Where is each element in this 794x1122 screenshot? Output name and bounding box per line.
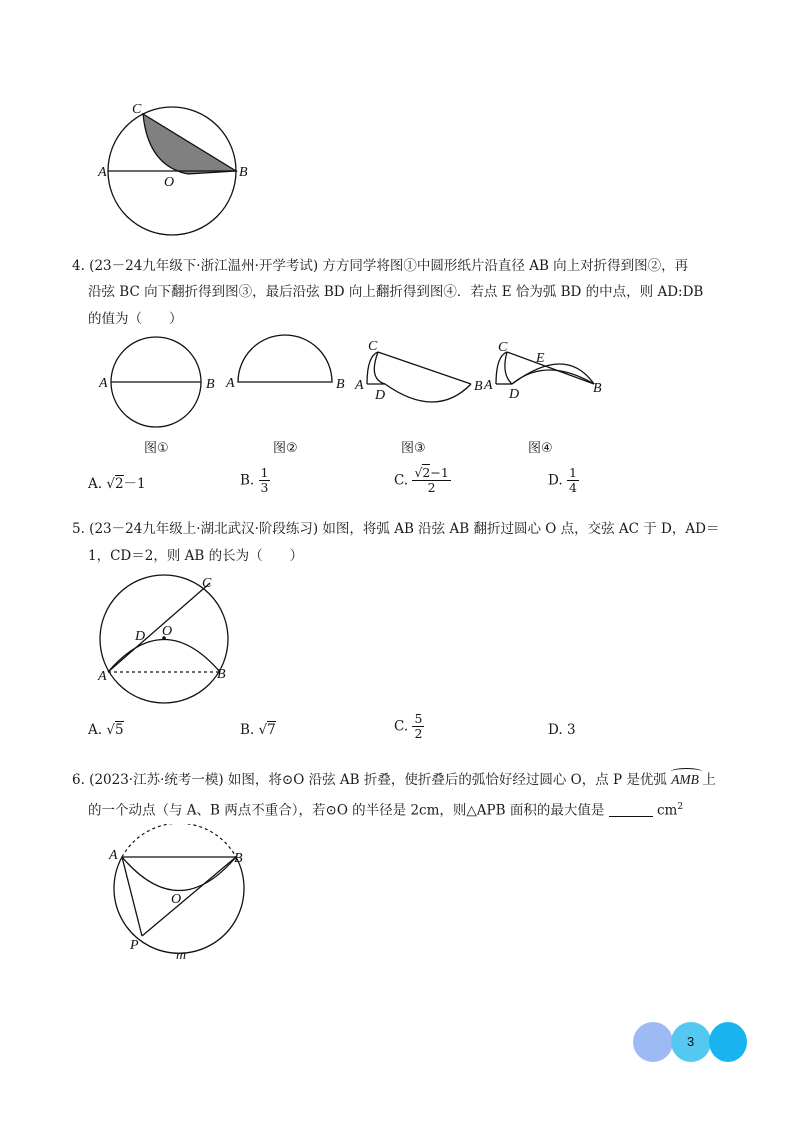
q5-label-A: A: [98, 669, 107, 684]
q4-fig2-caption: 图②: [273, 441, 298, 456]
q4-figures: [96, 334, 616, 434]
fig4-label-B: B: [593, 381, 602, 396]
q5-figure: [94, 572, 244, 712]
q5-option-a[interactable]: A. √5: [88, 722, 124, 738]
q6-text-line2: 的一个动点（与 A、B 两点不重合），若⊙O 的半径是 2cm，则△APB 面积的最大值是 $cm^2$: [88, 802, 684, 819]
fig1-label-B: B: [206, 377, 215, 392]
q6-label-P: P: [130, 938, 139, 953]
fig2-label-A: A: [226, 376, 235, 391]
q6-text-line1: 6. (2023·江苏·统考一模) 如图，将⊙O 沿弦 AB 折叠，使折叠后的弧恰好经过圆心 O，点 P 是优弧 AMB 上: [72, 770, 716, 790]
q4-text-line3: 的值为（ ）: [88, 311, 183, 327]
label-A: A: [98, 165, 107, 180]
q4-option-d[interactable]: D. $\frac{1}{4}$: [548, 465, 577, 495]
q4-fig3-caption: 图③: [401, 441, 426, 456]
fig2-label-B: B: [336, 377, 345, 392]
q4-text-line1: 4. (23－24九年级下·浙江温州·开学考试) 方方同学将图①中圆形纸片沿直径 AB 向上对折得到图②，再: [72, 258, 689, 274]
q5-label-O: O: [162, 624, 173, 639]
fig3-label-D: D: [375, 388, 386, 403]
q6-label-O: O: [171, 892, 182, 907]
footer-circle-right: [709, 1022, 747, 1062]
label-O: O: [164, 175, 175, 190]
figure-fold-circle-top: [96, 96, 266, 241]
q5-label-B: B: [217, 667, 226, 682]
fig4-label-E: E: [536, 351, 545, 366]
q5-text-line1: 5. (23－24九年级上·湖北武汉·阶段练习) 如图，将弧 AB 沿弦 AB 翻折过圆心 O 点，交弦 AC 于 D，AD＝: [72, 521, 720, 537]
fig4-label-C: C: [498, 340, 508, 355]
q6-label-A: A: [109, 848, 118, 863]
q5-label-C: C: [202, 576, 212, 591]
fig3-label-A: A: [355, 378, 364, 393]
q6-label-B: B: [234, 851, 243, 866]
label-C: C: [132, 102, 142, 117]
q4-option-a[interactable]: A. √2－1: [88, 476, 146, 492]
fig1-label-A: A: [99, 376, 108, 391]
q6-arc-label: AMB: [671, 772, 702, 787]
q4-text-line2: 沿弦 BC 向下翻折得到图③，最后沿弦 BD 向上翻折得到图④．若点 E 恰为弧 BD 的中点，则 AD:DB: [88, 284, 704, 300]
answer-blank[interactable]: [609, 802, 653, 817]
fig3-label-C: C: [368, 339, 378, 354]
q5-option-c[interactable]: C. $\frac{5}{2}$: [394, 711, 423, 741]
fig4-label-D: D: [509, 387, 520, 402]
q5-option-d[interactable]: D. 3: [548, 722, 576, 738]
q4-fig1-caption: 图①: [144, 441, 169, 456]
q4-fig4-caption: 图④: [528, 441, 553, 456]
fig4-label-A: A: [484, 378, 493, 393]
q4-option-c[interactable]: C. $\frac{√2-1}{2}$: [394, 465, 449, 495]
q6-label-m: m: [176, 948, 187, 963]
q6-figure: [104, 824, 264, 964]
q5-option-b[interactable]: B. √7: [240, 722, 276, 738]
footer-circle-left: [633, 1022, 673, 1062]
q4-option-b[interactable]: B. $\frac{1}{3}$: [240, 465, 269, 495]
fig3-label-B: B: [474, 379, 483, 394]
q5-label-D: D: [135, 629, 146, 644]
label-B: B: [239, 165, 248, 180]
page-number: 3: [687, 1034, 695, 1049]
q5-text-line2: 1，CD＝2，则 AB 的长为（ ）: [88, 548, 304, 564]
